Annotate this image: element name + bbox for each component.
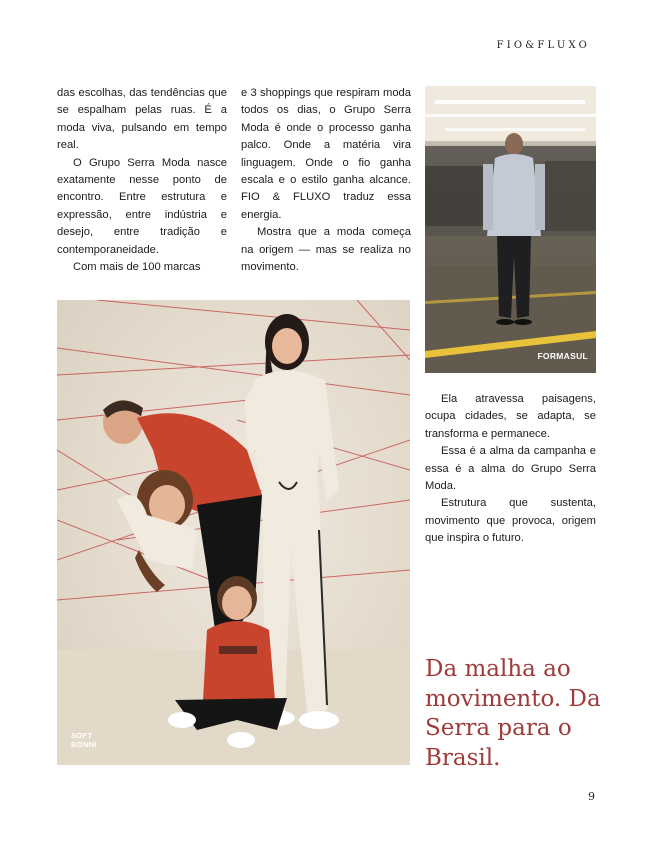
paragraph: e 3 shoppings que respiram moda todos os dias, o Grupo Serra Moda é onde o processo ganha palco. Onde a matéria vira linguagem. Onde o fio ganha escala e o estilo ganha alcance. FIO & FLUXO traduz essa energia. — [241, 87, 411, 221]
paragraph: Essa é a alma da campanha e essa é a alma do Grupo Serra Moda. — [425, 445, 596, 493]
family-campaign-photo — [57, 300, 410, 765]
page-number: 9 — [588, 790, 595, 803]
brand-logo: FIO&FLUXO — [496, 40, 590, 51]
photo-credit-formasul: FORMASUL — [537, 351, 588, 361]
text-column-3 — [425, 391, 596, 548]
factory-photo — [425, 86, 596, 373]
family-illustration — [57, 300, 410, 765]
paragraph: O Grupo Serra Moda nasce exatamente nesse ponto de encontro. Entre estrutura e expressão, entre indústria e desejo, entre tradição e contemporaneidade. — [57, 156, 227, 256]
text-column-1 — [57, 85, 227, 276]
paragraph: Com mais de 100 marcas — [73, 261, 201, 274]
headline-quote: Da malha ao movimento. Da Serra para o Brasil. — [425, 656, 601, 771]
paragraph: das escolhas, das tendências que se espalham pelas ruas. É a moda viva, pulsando em tempo real. — [57, 87, 227, 152]
paragraph: Estrutura que sustenta, movimento que provoca, origem que inspira o futuro. — [425, 497, 596, 545]
photo-credit-softbonni: SOFT BONNI — [71, 731, 97, 749]
text-column-2 — [241, 85, 411, 276]
factory-illustration — [425, 86, 596, 373]
paragraph: Mostra que a moda começa na origem — mas se realiza no movimento. — [241, 226, 411, 274]
paragraph: Ela atravessa paisagens, ocupa cidades, se adapta, se transforma e permanece. — [425, 393, 596, 440]
